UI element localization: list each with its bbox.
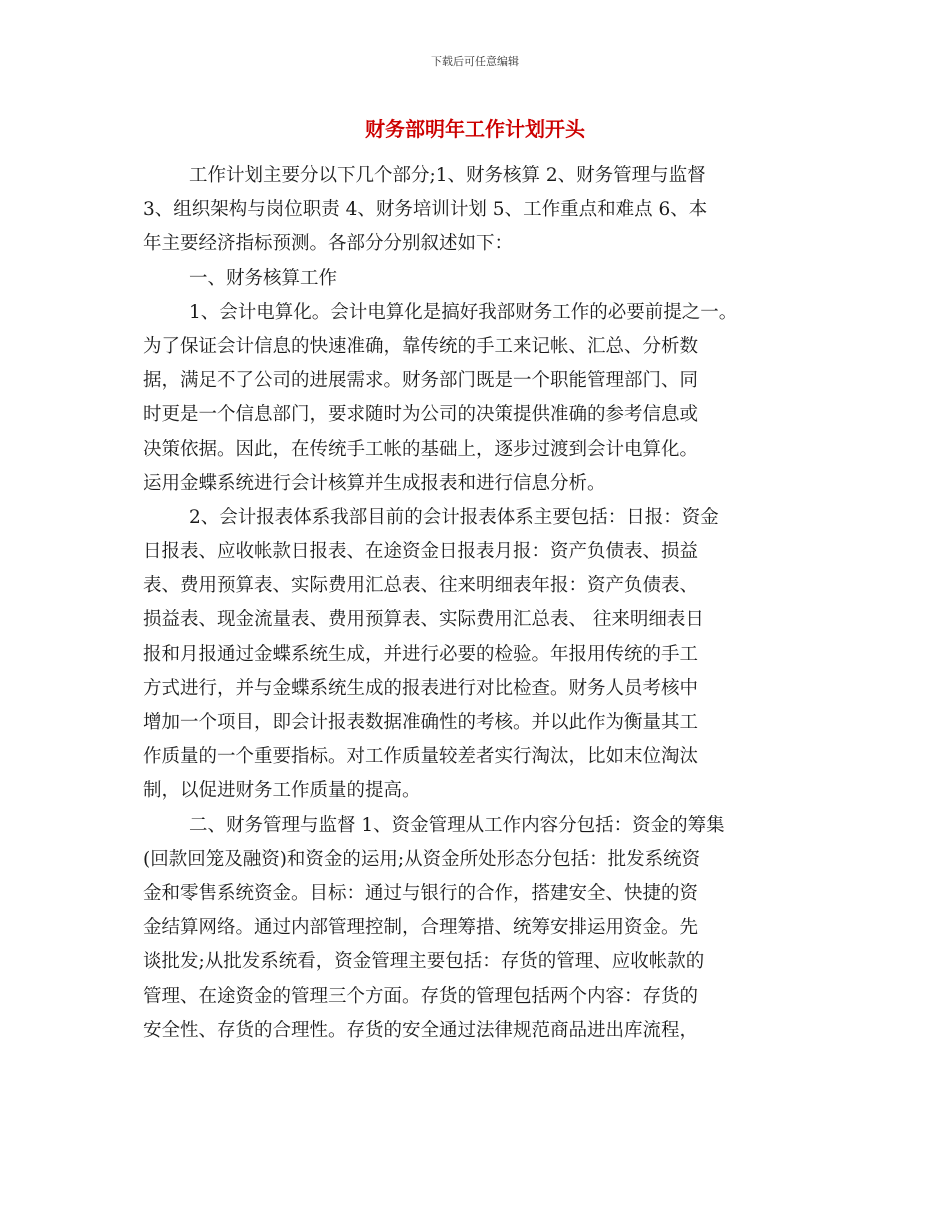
- text-line: 据，满足不了公司的进展需求。财务部门既是一个职能管理部门、同: [143, 370, 699, 392]
- text-line: 时更是一个信息部门，要求随时为公司的决策提供准确的参考信息或: [143, 404, 699, 426]
- text-line: 管理、在途资金的管理三个方面。存货的管理包括两个内容：存货的: [143, 985, 699, 1007]
- text-line: 表、费用预算表、实际费用汇总表、往来明细表年报：资产负债表、: [143, 575, 699, 597]
- text-line: 增加一个项目，即会计报表数据准确性的考核。并以此作为衡量其工: [143, 712, 699, 733]
- text-line: 报和月报通过金蝶系统生成，并进行必要的检验。年报用传统的手工: [143, 643, 699, 665]
- text-line: 安全性、存货的合理性。存货的安全通过法律规范商品进出库流程，: [143, 1019, 699, 1041]
- text-line: 损益表、现金流量表、费用预算表、实际费用汇总表、 往来明细表日: [143, 609, 704, 631]
- text-line: 作质量的一个重要指标。对工作质量较差者实行淘汰，比如末位淘汰: [143, 746, 699, 768]
- document-body: [143, 159, 823, 1048]
- text-line: (回款回笼及融资)和资金的运用;从资金所处形态分包括：批发系统资: [143, 848, 701, 870]
- text-line: 二、财务管理与监督 1、资金管理从工作内容分包括：资金的筹集: [189, 814, 725, 836]
- text-line: 制，以促进财务工作质量的提高。: [143, 780, 421, 802]
- text-line: 日报表、应收帐款日报表、在途资金日报表月报：资产负债表、损益: [143, 541, 699, 563]
- text-line: 3、组织架构与岗位职责 4、财务培训计划 5、工作重点和难点 6、本: [143, 199, 708, 221]
- text-line: 决策依据。因此，在传统手工帐的基础上，逐步过渡到会计电算化。: [143, 438, 699, 460]
- text-line: 年主要经济指标预测。各部分分别叙述如下：: [143, 233, 514, 255]
- text-line: 金结算网络。通过内部管理控制，合理筹措、统筹安排运用资金。先: [143, 917, 699, 939]
- text-line: 2、会计报表体系我部目前的会计报表体系主要包括：日报：资金: [189, 506, 719, 528]
- text-line: 为了保证会计信息的快速准确，靠传统的手工来记帐、汇总、分析数: [143, 335, 699, 357]
- text-line: 方式进行，并与金蝶系统生成的报表进行对比检查。财务人员考核中: [143, 677, 699, 699]
- text-line: 1、会计电算化。会计电算化是搞好我部财务工作的必要前提之一。: [189, 301, 738, 323]
- header-note: 下载后可任意编辑: [431, 55, 519, 68]
- document-title: 财务部明年工作计划开头: [365, 117, 585, 141]
- text-line: 谈批发;从批发系统看，资金管理主要包括：存货的管理、应收帐款的: [143, 951, 705, 973]
- text-line: 金和零售系统资金。目标：通过与银行的合作，搭建安全、快捷的资: [143, 882, 699, 904]
- text-line: 运用金蝶系统进行会计核算并生成报表和进行信息分析。: [143, 472, 606, 494]
- text-line: 工作计划主要分以下几个部分;1、财务核算 2、财务管理与监督: [189, 165, 706, 186]
- text-line: 一、财务核算工作: [189, 267, 338, 289]
